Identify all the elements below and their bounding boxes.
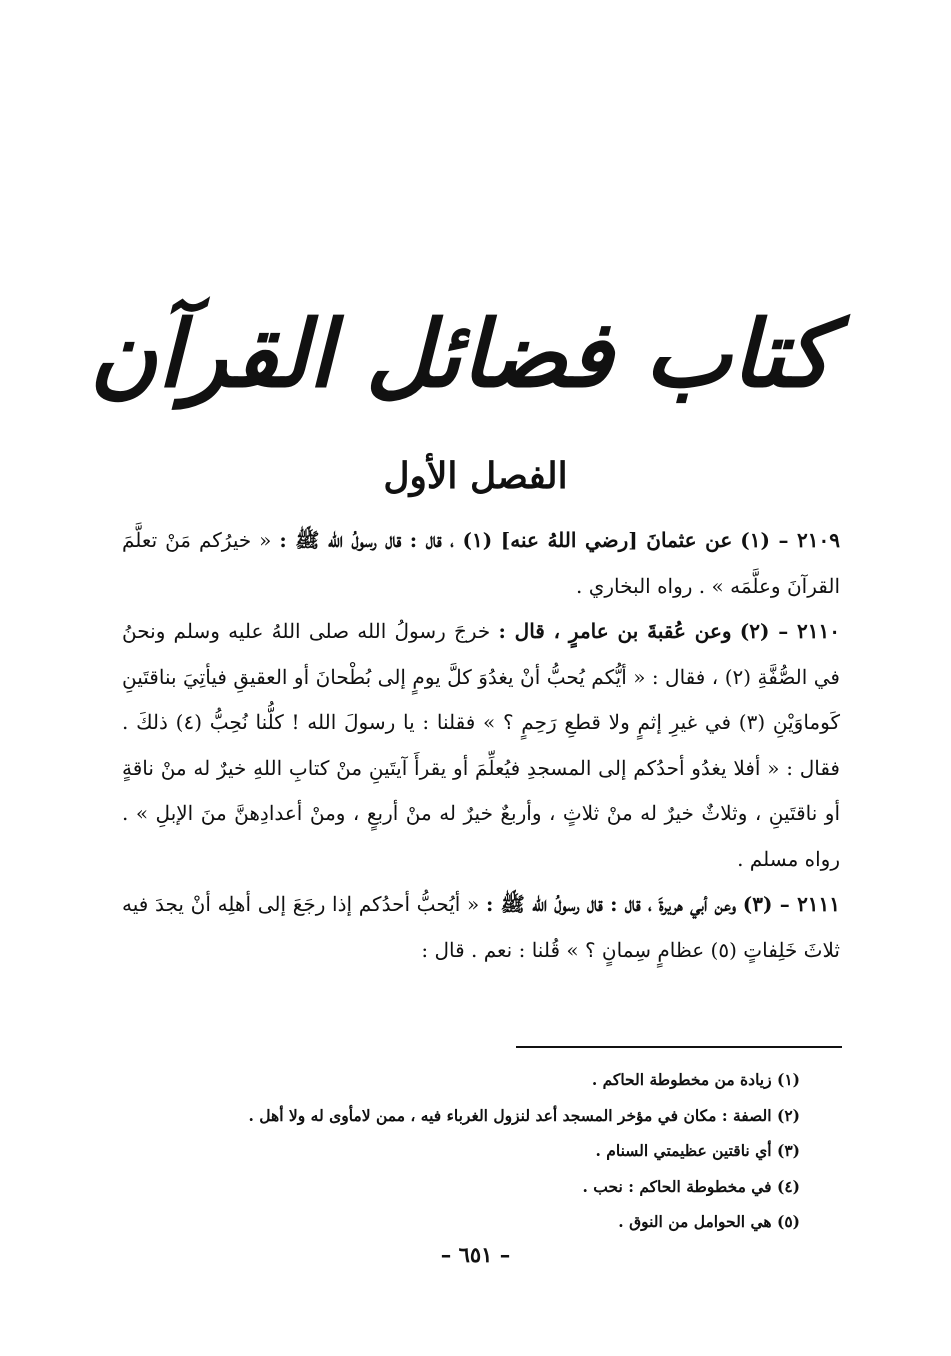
hadith-narrator: وعن أبي هريرةَ ، قال : قال رسولُ الله ﷺ : — [485, 892, 737, 916]
hadith-number: ٢١٠٩ – (١) — [740, 528, 840, 552]
hadith-body: « أيُحبُّ أحدُكم إذا رجَعَ إلى أهلِه أنْ يجدَ فيه ثلاثَ خَلِفاتٍ (٥) عظامٍ سِمانٍ ؟ » قُلنا : نعم . قال : — [122, 892, 840, 962]
footnotes-list — [150, 1062, 800, 1240]
footnote-2: (٢) الصفة : مكان في مؤخر المسجد أعد لنزول الغرباء فيه ، ممن لامأوى له ولا أهل . — [248, 1105, 800, 1125]
book-title: كتاب فضائل القرآن — [89, 299, 831, 408]
footnote-4: (٤) في مخطوطة الحاكم : نحب . — [582, 1176, 800, 1196]
hadith-body: خرجَ رسولُ الله صلى اللهُ عليه وسلم ونحنُ في الصُّفَّةِ (٢) ، فقال : « أيُّكم يُحبُّ أنْ يغدُوَ كلَّ يومٍ إلى بُطْحانَ أو العقيقِ فيأتِيَ بناقتَينِ كَوماوَيْنِ (٣) في غيرِ إثمٍ ولا قطعِ رَحِمٍ ؟ » فقلنا : يا رسولَ الله ! كلُّنا نُحِبُّ (٤) ذلكَ . فقال : « أفلا يغدُو أحدُكم إلى المسجدِ فيُعلِّمَ أو يقرأَ آيتَينِ منْ كتابِ اللهِ خيرٌ له منْ ناقةٍ أو ناقتَينِ ، وثلاثٌ خيرٌ له منْ ثلاثٍ ، وأربعٌ خيرٌ له منْ أربعٍ ، ومنْ أعدادِهنَّ منَ الإبلِ » . رواه مسلم . — [122, 619, 841, 871]
hadith-narrator: عن عثمانَ [رضي اللهُ عنه] (١) ، قال : قال رسولُ الله ﷺ : — [279, 528, 733, 552]
hadith-2110 — [122, 609, 840, 882]
hadith-body: « خيرُكم مَنْ تعلَّمَ القرآنَ وعلَّمَه » . رواه البخاري . — [122, 528, 840, 598]
hadith-2111 — [122, 882, 840, 973]
hadith-number: ٢١١١ – (٣) — [742, 892, 841, 916]
footnote-5: (٥) هي الحوامل من النوق . — [618, 1212, 800, 1231]
page-number: – ٦٥١ – — [440, 1242, 511, 1267]
hadith-narrator: وعن عُقبةَ بن عامرٍ ، قال : — [498, 619, 732, 643]
hadith-2109 — [122, 518, 840, 609]
chapter-title: الفصل الأول — [383, 454, 568, 497]
hadith-number: ٢١١٠ – (٢) — [739, 619, 841, 643]
hadith-text-block — [122, 518, 840, 973]
footnote-divider — [516, 1046, 842, 1048]
footnote-1: (١) زيادة من مخطوطة الحاكم . — [591, 1070, 800, 1089]
footnote-3: (٣) أي ناقتين عظيمتي السنام . — [595, 1141, 800, 1160]
